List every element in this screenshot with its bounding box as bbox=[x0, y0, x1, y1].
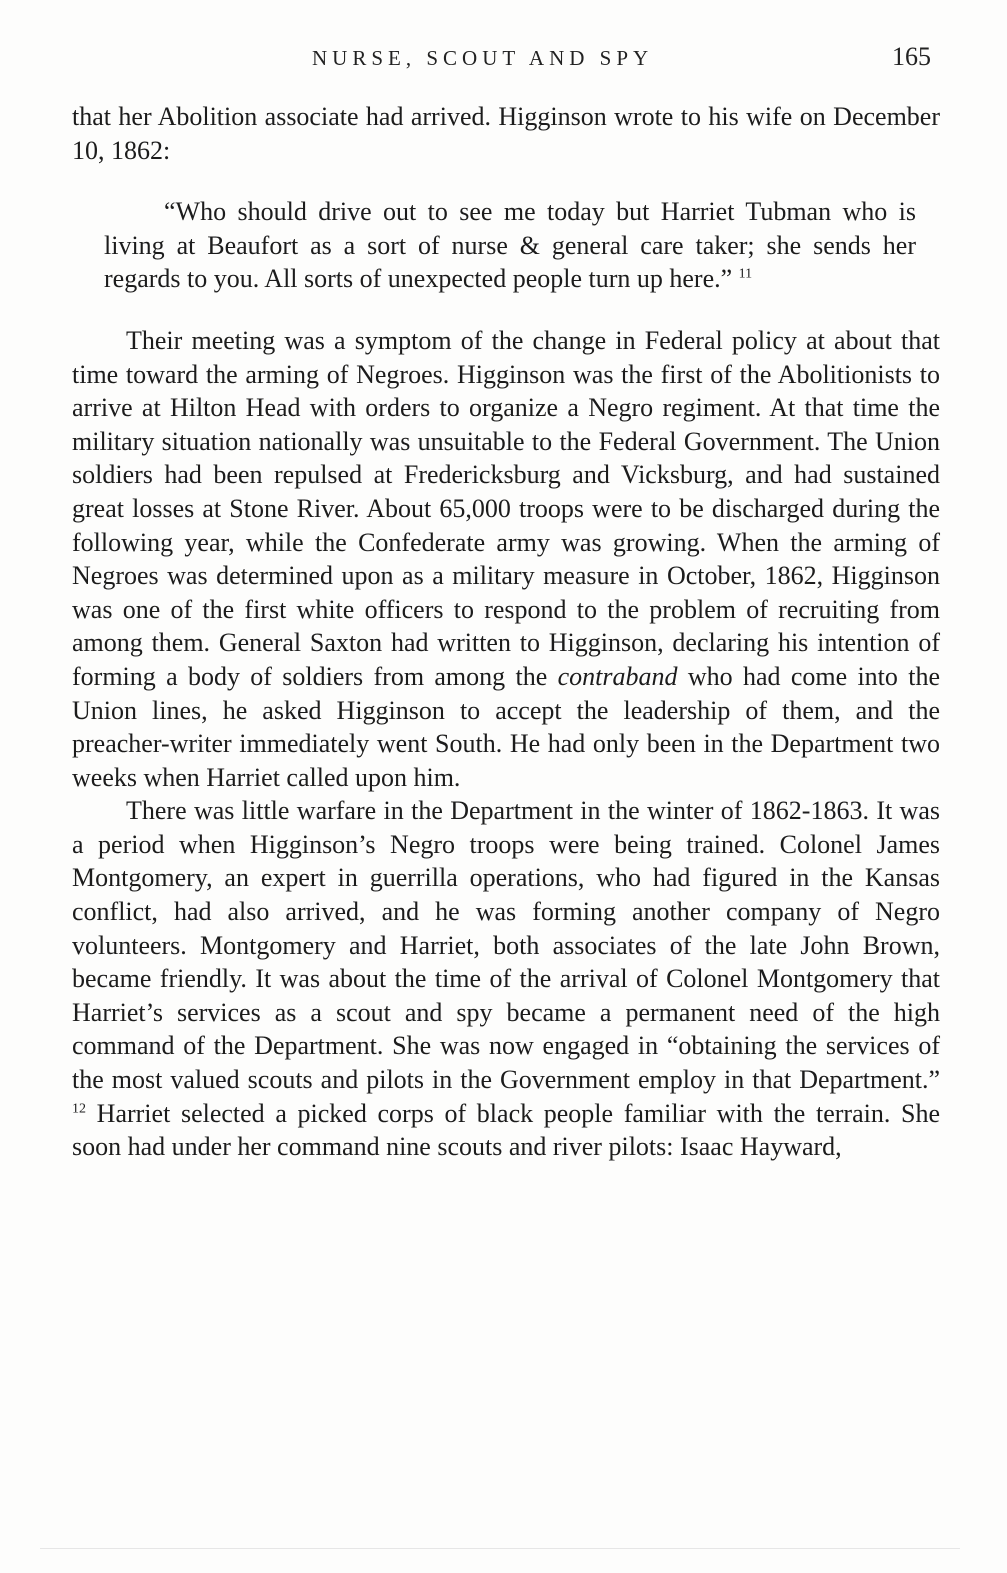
paragraph-2-part-1: Their meeting was a symptom of the change in Federal policy at about that time toward the arming of Negroes. Higginson was the first of the Abolitionists to arrive at Hilton Head with orders to organize a Negro regiment. At that time the military situation nationally was unsuitable to the Federal Government. The Union soldiers had been repulsed at Fredericksburg and Vicksburg, and had sustained great losses at Stone River. About 65,000 troops were to be discharged during the following year, while the Confederate army was growing. When the arming of Negroes was determined upon as a military measure in October, 1862, Higginson was one of the first white officers to respond to the problem of recruiting from among them. General Saxton had written to Higginson, declaring his intention of forming a body of soldiers from among the bbox=[72, 325, 940, 691]
running-title: NURSE, SCOUT AND SPY bbox=[312, 46, 654, 70]
italic-term-contraband: contraband bbox=[557, 661, 678, 691]
paragraph-winter-warfare bbox=[72, 794, 940, 1164]
footnote-ref-11: 11 bbox=[738, 266, 753, 282]
page-bottom-edge bbox=[40, 1548, 960, 1549]
page-number: 165 bbox=[892, 42, 931, 71]
paragraph-3-part-1: There was little warfare in the Department in the winter of 1862-1863. It was a period when Higginson’s Negro troops were being trained. Colonel James Montgomery, an expert in guerrilla operations, who had figured in the Kansas conflict, had also arrived, and he was forming another company of Negro volunteers. Montgomery and Harriet, both associates of the late John Brown, became friendly. It was about the time of the arrival of Colonel Montgomery that Harriet’s services as a scout and spy became a permanent need of the high command of the Department. She was now engaged in “obtaining the services of the most valued scouts and pilots in the Government employ in that Department.” bbox=[72, 796, 940, 1095]
running-head bbox=[0, 42, 1007, 82]
body-text bbox=[72, 100, 940, 1164]
footnote-ref-12: 12 bbox=[72, 1100, 86, 1116]
paragraph-1-text: that her Abolition associate had arrived. Higginson wrote to his wife on December 10, 1862: bbox=[72, 102, 940, 165]
paragraph-2-part-2: who had come into the Union lines, he asked Higginson to accept the leadership of them, and the preacher-writer immediately went South. He had only been in the Department two weeks when Harriet called upon him. bbox=[72, 661, 940, 792]
paragraph-federal-policy bbox=[72, 324, 940, 794]
paragraph-3-part-2: Harriet selected a picked corps of black people familiar with the terrain. She soon had under her command nine scouts and river pilots: Isaac Hayward, bbox=[72, 1098, 940, 1162]
quote-text: “Who should drive out to see me today but Harriet Tubman who is living at Beaufort as a sort of nurse & general care taker; she sends her regards to you. All sorts of unexpected people turn up here.” bbox=[104, 197, 916, 294]
paragraph-continued bbox=[72, 100, 940, 167]
block-quote bbox=[104, 195, 916, 296]
